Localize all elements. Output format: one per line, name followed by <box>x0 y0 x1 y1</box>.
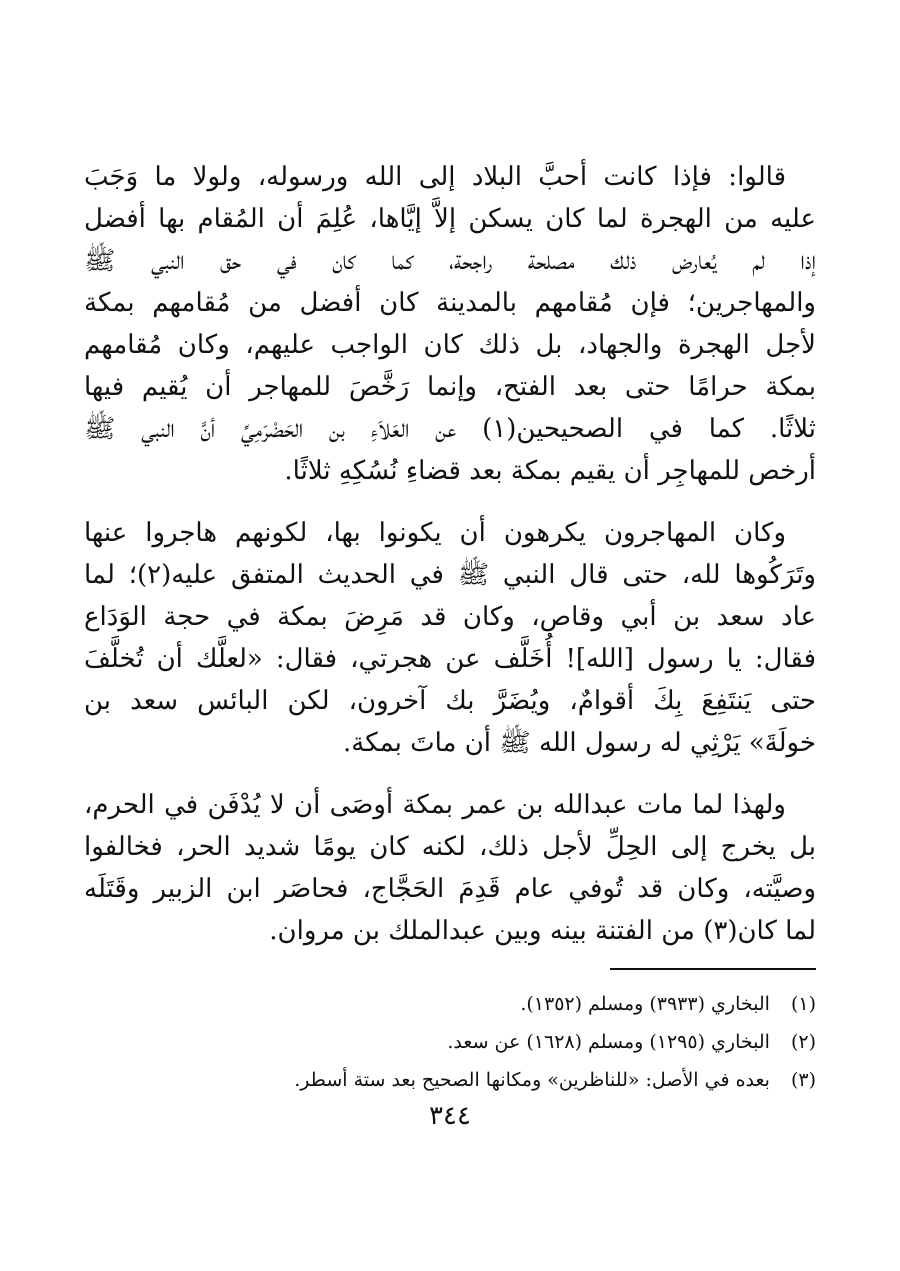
footnote-number: (٢) <box>790 1031 816 1053</box>
text-line: إذا لم يُعارض ذلك مصلحة راجحة، كما كان في حق النبي ﷺ <box>84 246 816 276</box>
text-line: والمهاجرين؛ فإن مُقامهم بالمدينة كان أفضل من مُقامهم بمكة <box>84 288 816 318</box>
footnote-text: البخاري (٣٩٣٣) ومسلم (١٣٥٢). <box>520 993 770 1015</box>
text-line: وكان المهاجرون يكرهون أن يكونوا بها، لكونهم هاجروا عنها <box>84 518 786 548</box>
text-line: لأجل الهجرة والجهاد، بل ذلك كان الواجب عليهم، وكان مُقامهم <box>84 330 816 360</box>
text-line: وتَرَكُوها لله، حتى قال النبي ﷺ في الحديث المتفق عليه(٢)؛ لما <box>84 560 816 590</box>
footnote-separator <box>610 968 816 970</box>
text-line: عاد سعد بن أبي وقاص، وكان قد مَرِضَ بمكة في حجة الوَدَاع <box>84 602 816 632</box>
footnote <box>84 1028 816 1056</box>
footnote-text: البخاري (١٢٩٥) ومسلم (١٦٢٨) عن سعد. <box>447 1031 770 1053</box>
text-line: ثلاثًا. كما في الصحيحين(١) عن العَلاَءِ بن الحَضْرَمِيِّ أنَّ النبي ﷺ <box>84 414 816 444</box>
footnote-number: (١) <box>790 993 816 1015</box>
text-line: حتى يَنتَفِعَ بِكَ أقوامٌ، ويُضَرَّ بك آخرون، لكن البائس سعد بن <box>84 686 816 716</box>
page-number: ٣٤٤ <box>429 1101 471 1131</box>
text-line: لما كان(٣) من الفتنة بينه وبين عبدالملك بن مروان. <box>269 916 816 946</box>
text-line: قالوا: فإذا كانت أحبَّ البلاد إلى الله ورسوله، ولولا ما وَجَبَ <box>84 162 786 192</box>
text-line: فقال: يا رسول [الله]! أُخَلَّف عن هجرتي، فقال: «لعلَّك أن تُخلَّفَ <box>84 644 816 674</box>
text-line: وصيَّته، وكان قد تُوفي عام قَدِمَ الحَجَّاج، فحاصَر ابن الزبير وقَتَلَه <box>84 874 816 904</box>
text-line: أرخص للمهاجِر أن يقيم بمكة بعد قضاءِ نُسُكِهِ ثلاثًا. <box>284 456 816 486</box>
text-line: بمكة حرامًا حتى بعد الفتح، وإنما رَخَّصَ للمهاجر أن يُقيم فيها <box>84 372 816 402</box>
text-line: ولهذا لما مات عبدالله بن عمر بمكة أوصَى أن لا يُدْفَن في الحرم، <box>84 790 786 820</box>
footnote-number: (٣) <box>790 1069 816 1091</box>
text-line: عليه من الهجرة لما كان يسكن إلاَّ إيَّاها، عُلِمَ أن المُقام بها أفضل <box>84 204 816 234</box>
footnote <box>84 990 816 1018</box>
text-line: بل يخرج إلى الحِلِّ لأجل ذلك، لكنه كان يومًا شديد الحر، فخالفوا <box>84 832 816 862</box>
text-line: خولَةَ» يَرْثِي له رسول الله ﷺ أن ماتَ بمكة. <box>343 728 816 758</box>
footnote-text: بعده في الأصل: «للناظرين» ومكانها الصحيح بعد ستة أسطر. <box>294 1069 770 1091</box>
footnote <box>84 1066 816 1094</box>
